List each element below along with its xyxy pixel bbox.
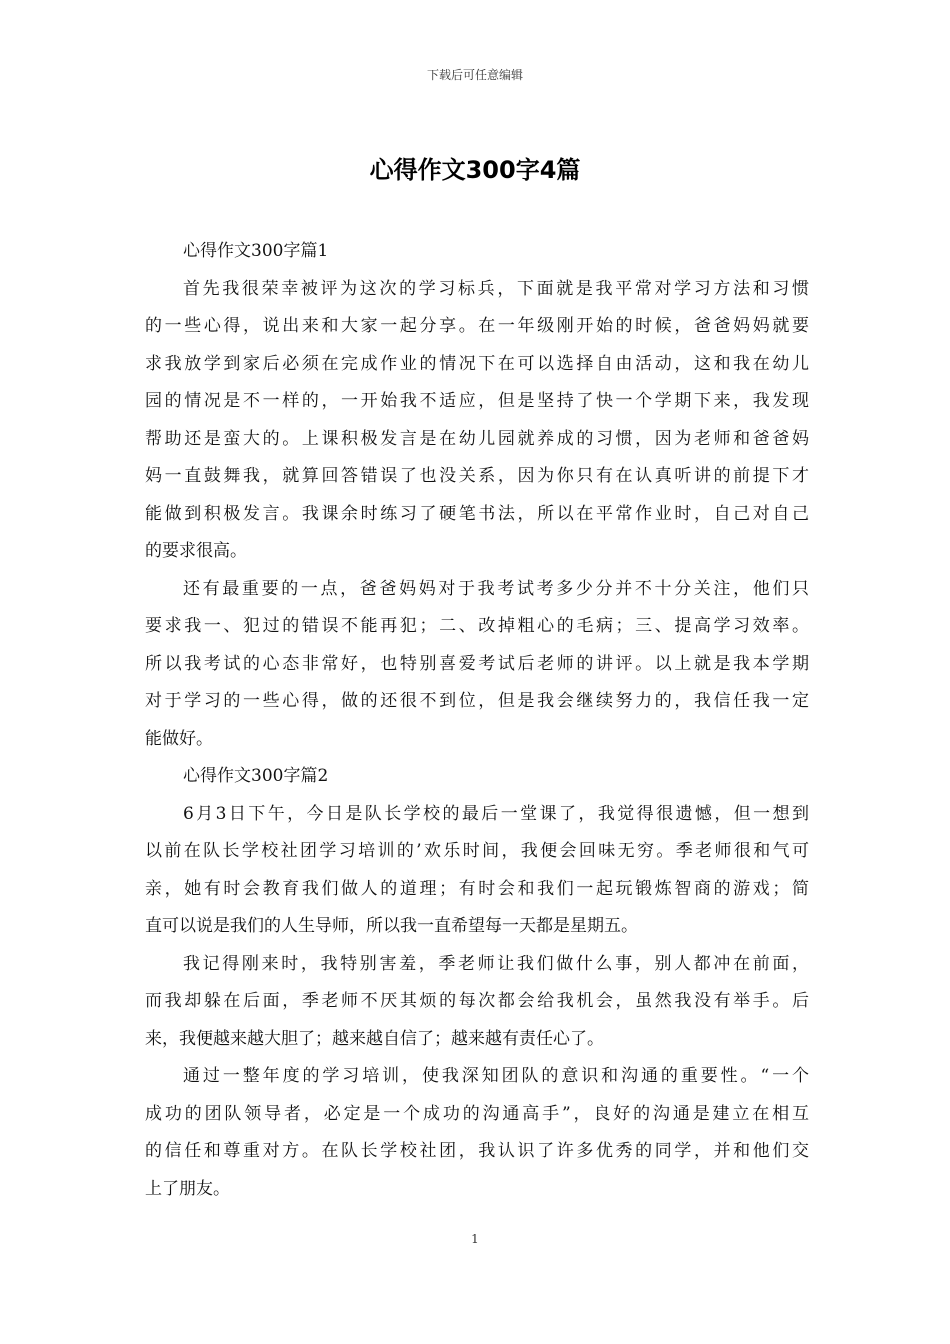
paragraph — [145, 946, 809, 1059]
paragraph — [145, 271, 809, 571]
paragraph-line: 要求我一、犯过的错误不能再犯；二、改掉粗心的毛病；三、提高学习效率。 — [145, 616, 809, 636]
paragraph-line: 妈一直鼓舞我，就算回答错误了也没关系，因为你只有在认真听讲的前提下才 — [145, 466, 809, 486]
paragraph-line: 求我放学到家后必须在完成作业的情况下在可以选择自由活动，这和我在幼儿 — [145, 353, 809, 374]
paragraph-line: 对于学习的一些心得，做的还很不到位，但是我会继续努力的，我信任我一定 — [145, 691, 809, 711]
paragraph-line: 6月3日下午，今日是队长学校的最后一堂课了，我觉得很遗憾，但一想到 — [183, 803, 809, 824]
paragraph-line: 以前在队长学校社团学习培训的’欢乐时间，我便会回味无穷。季老师很和气可 — [145, 841, 809, 861]
document-body — [145, 233, 809, 1208]
section-heading: 心得作文300字篇2 — [183, 766, 329, 786]
paragraph — [145, 1058, 809, 1208]
paragraph-line: 还有最重要的一点，爸爸妈妈对于我考试考多少分并不十分关注，他们只 — [183, 578, 809, 599]
paragraph-line: 亲，她有时会教育我们做人的道理；有时会和我们一起玩锻炼智商的游戏；简 — [145, 878, 809, 899]
paragraph — [145, 796, 809, 946]
paragraph-line: 能做好。 — [145, 728, 213, 749]
paragraph-line: 的要求很高。 — [145, 541, 247, 561]
paragraph-line: 通过一整年度的学习培训，使我深知团队的意识和沟通的重要性。“一个 — [183, 1066, 809, 1086]
paragraph-line: 能做到积极发言。我课余时练习了硬笔书法，所以在平常作业时，自己对自己 — [145, 503, 809, 524]
paragraph-line: 而我却躲在后面，季老师不厌其烦的每次都会给我机会，虽然我没有举手。后 — [145, 991, 809, 1011]
paragraph-line: 我记得刚来时，我特别害羞，季老师让我们做什么事，别人都冲在前面， — [183, 953, 809, 974]
section-heading: 心得作文300字篇1 — [183, 241, 329, 261]
paragraph-line: 来，我便越来越大胆了；越来越自信了；越来越有责任心了。 — [145, 1028, 604, 1049]
paragraph-line: 帮助还是蛮大的。上课积极发言是在幼儿园就养成的习惯，因为老师和爸爸妈 — [145, 428, 809, 449]
paragraph-line: 园的情况是不一样的，一开始我不适应，但是坚持了快一个学期下来，我发现 — [145, 391, 809, 411]
paragraph-line: 的信任和尊重对方。在队长学校社团，我认识了许多优秀的同学，并和他们交 — [145, 1141, 809, 1161]
page-header: 下载后可任意编辑 — [426, 68, 523, 82]
paragraph-line: 所以我考试的心态非常好，也特别喜爱考试后老师的讲评。以上就是我本学期 — [145, 653, 809, 674]
paragraph-line: 上了朋友。 — [145, 1178, 230, 1199]
paragraph — [145, 571, 809, 759]
paragraph-line: 直可以说是我们的人生导师，所以我一直希望每一天都是星期五。 — [145, 916, 638, 936]
paragraph-line: 首先我很荣幸被评为这次的学习标兵，下面就是我平常对学习方法和习惯 — [183, 278, 809, 299]
paragraph-line: 的一些心得，说出来和大家一起分享。在一年级刚开始的时候，爸爸妈妈就要 — [145, 316, 809, 336]
document-title: 心得作文300字4篇 — [369, 156, 581, 184]
paragraph-line: 成功的团队领导者，必定是一个成功的沟通高手”，良好的沟通是建立在相互 — [145, 1103, 809, 1124]
page-number: 1 — [471, 1232, 479, 1246]
